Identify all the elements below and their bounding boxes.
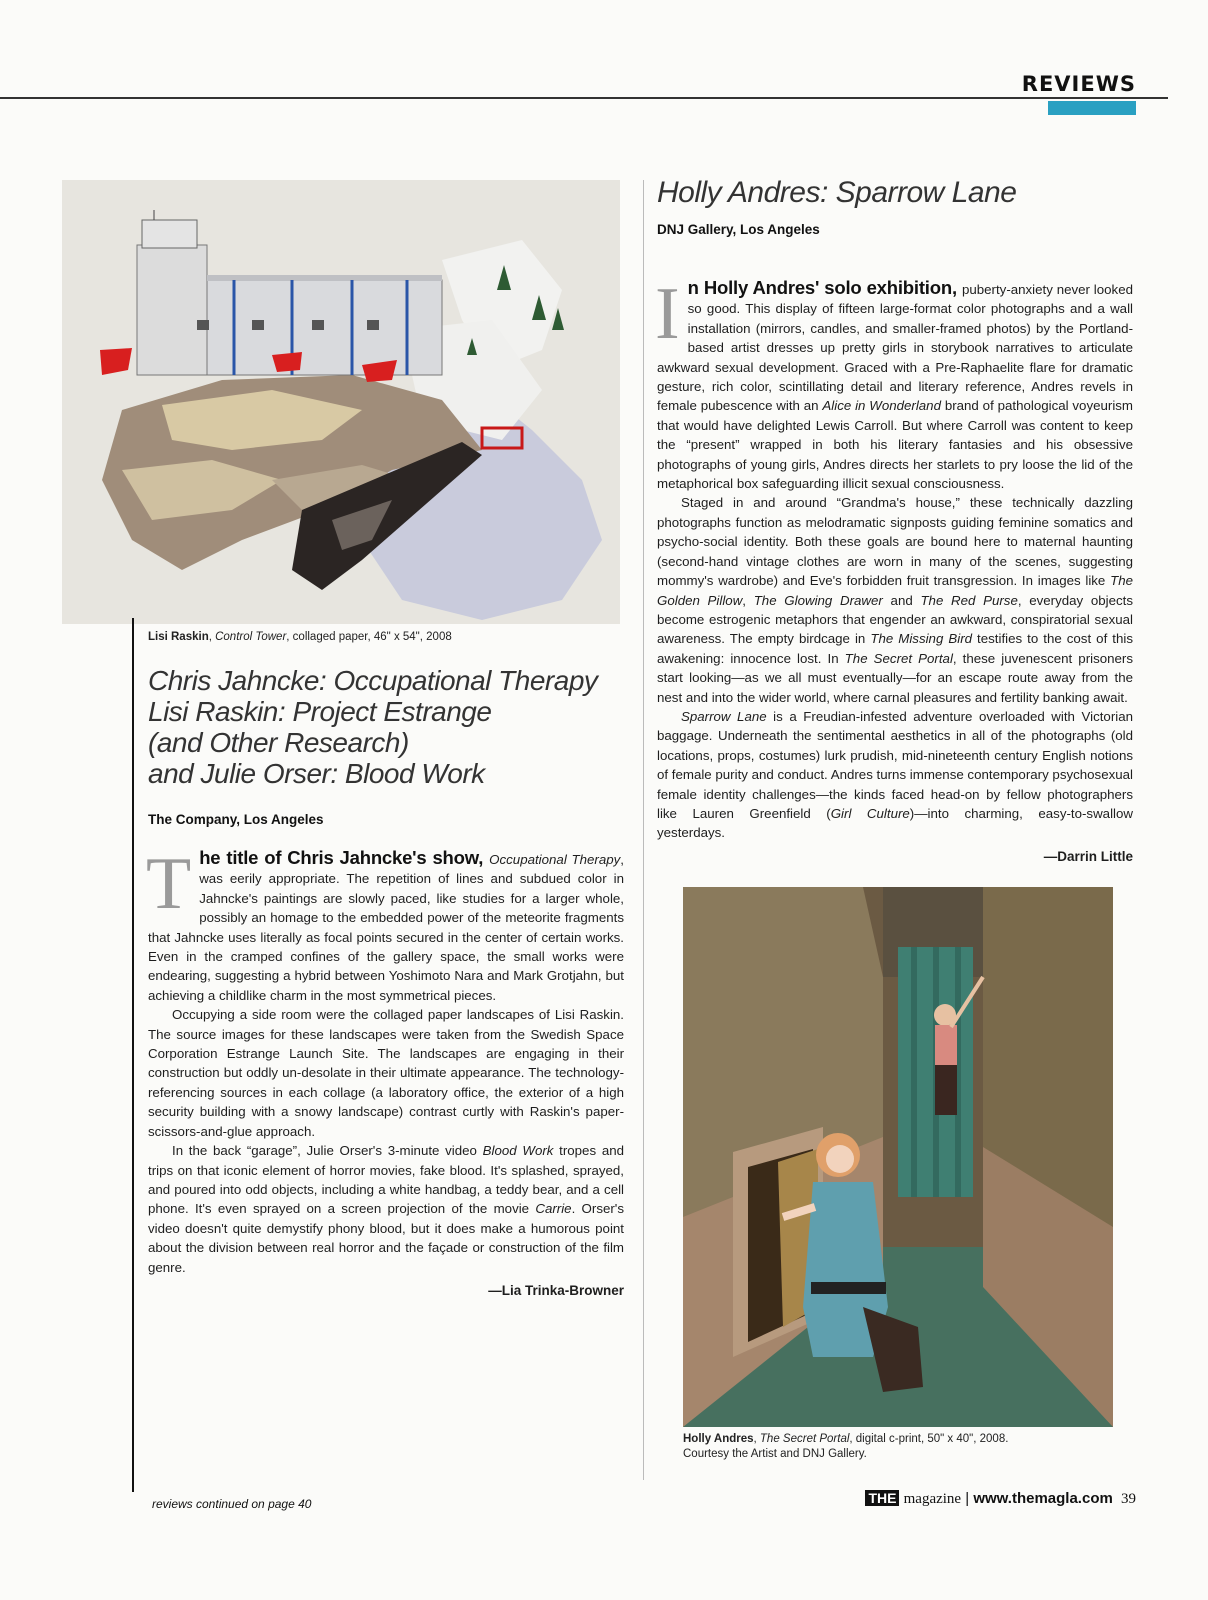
secret-portal-caption: Holly Andres, The Secret Portal, digital c-print, 50" x 40", 2008. Courtesy the Artist and DNJ Gallery.: [683, 1433, 1009, 1460]
section-accent-bar: [1048, 101, 1136, 115]
continued-note: reviews continued on page 40: [152, 1497, 312, 1511]
control-tower-image: [62, 180, 620, 624]
footer-brand: THE magazine | www.themagla.com 39: [865, 1490, 1136, 1508]
review2-dropcap: I: [655, 273, 680, 355]
section-label: REVIEWS: [1021, 72, 1136, 96]
control-tower-caption: Lisi Raskin, Control Tower, collaged paper, 46" x 54", 2008: [148, 631, 452, 643]
review2-headline: Holly Andres: Sparrow Lane: [657, 176, 1017, 209]
brand-logo: THE: [865, 1490, 899, 1506]
review1-headline: Chris Jahncke: Occupational Therapy Lisi Raskin: Project Estrange (and Other Research) and Julie Orser: Blood Work: [148, 665, 598, 789]
site-url[interactable]: www.themagla.com: [973, 1490, 1113, 1507]
page-number: 39: [1121, 1491, 1136, 1507]
review2-body: In Holly Andres' solo exhibition, puberty-anxiety never looked so good. This display of fifteen large-format color photographs and a wall installation (mirrors, candles, and smaller-framed photos) by the Portland-based artist dresses up pretty girls in storybook narratives to articulate awkward sexual development. Graced with a Pre-Raphaelite flare for dramatic gesture, rich color, scintillating detail and literary reference, Andres revels in female pubescence with an Alice in Wonderland brand of pathological voyeurism that would have delighted Lewis Carroll. But where Carroll was content to keep the “present” wrapped in both his literary fantasies and his obsessive photographs of young girls, Andres directs her starlets to pry loose the lid of the metaphorical box safeguarding illicit sexual consciousness. Staged in and around “Grandma's house,” these technically dazzling photographs function as melodramatic signposts guiding feminine somatics and psycho-social identity. Both these goals are bound here to maternal haunting (second-hand vintage clothes are worn in many of the scenes, suggesting mommy's wardrobe) and Eve's forbidden fruit transgression. In images like The Golden Pillow, The Glowing Drawer and The Red Purse, everyday objects become estrogenic metaphors that engender an awkward, conspiratorial sexual awareness. The empty birdcage in The Missing Bird testifies to the cost of this awakening: innocence lost. In The Secret Portal, these juvenescent prisoners start looking—as we all must eventually—for an escape route away from the nest and into the wider world, where carnal pleasures and fertility banking await. Sparrow Lane is a Freudian-infested adventure overloaded with Victorian baggage. Underneath the sentimental aesthetics in all of the photographs (old locations, props, costumes) lurk prudish, mid-nineteenth century English notions of female purity and conduct. Andres turns immense contemporary psychosexual female identity challenges—the kinds faced head-on by fellow photographers like Lauren Greenfield (Girl Culture)—into charming, easy-to-swallow yesterdays. —Darrin Little: [657, 278, 1133, 866]
review2-byline: —Darrin Little: [1043, 848, 1133, 864]
review1-body: The title of Chris Jahncke's show, Occupational Therapy, was eerily appropriate. The repetition of lines and subdued color in Jahncke's paintings are slowly paced, like studies for a larger whole, possibly an homage to the embedded power of the meteorite fragments that Jahncke uses literally as focal points secured in the center of certain works. Even in the cramped confines of the gallery space, the small works were endearing, suggesting a hybrid between Yoshimoto Nara and Mark Grotjahn, but achieving a childlike charm in the most symmetrical pieces. Occupying a side room were the collaged paper landscapes of Lisi Raskin. The source images for these landscapes were taken from the Swedish Space Corporation Estrange Launch Site. The landscapes are engaging in their construction but oddly un-desolate in their ultimate appearance. The technology-referencing sources in each collage (a laboratory office, the exterior of a high security building with a snowy landscape) contrast curtly with Raskin's paper-scissors-and-glue approach. In the back “garage”, Julie Orser's 3-minute video Blood Work tropes and trips on that iconic element of horror movies, fake blood. It's splashed, sprayed, and poured into odd objects, including a white handbag, a teddy bear, and a cell phone. It's even sprayed on a screen projection of the movie Carrie. Orser's video doesn't quite demystify phony blood, but it does make a humorous point about the division between real horror and the façade or construction of the film genre. —Lia Trinka-Browner: [148, 848, 624, 1300]
review1-dropcap: T: [146, 843, 192, 925]
review2-venue: DNJ Gallery, Los Angeles: [657, 222, 820, 237]
left-column-rule: [132, 618, 134, 1492]
review1-venue: The Company, Los Angeles: [148, 812, 324, 827]
secret-portal-image: [683, 887, 1113, 1427]
center-column-rule: [643, 180, 644, 1480]
top-rule: [0, 97, 1168, 99]
review1-byline: —Lia Trinka-Browner: [488, 1282, 624, 1298]
